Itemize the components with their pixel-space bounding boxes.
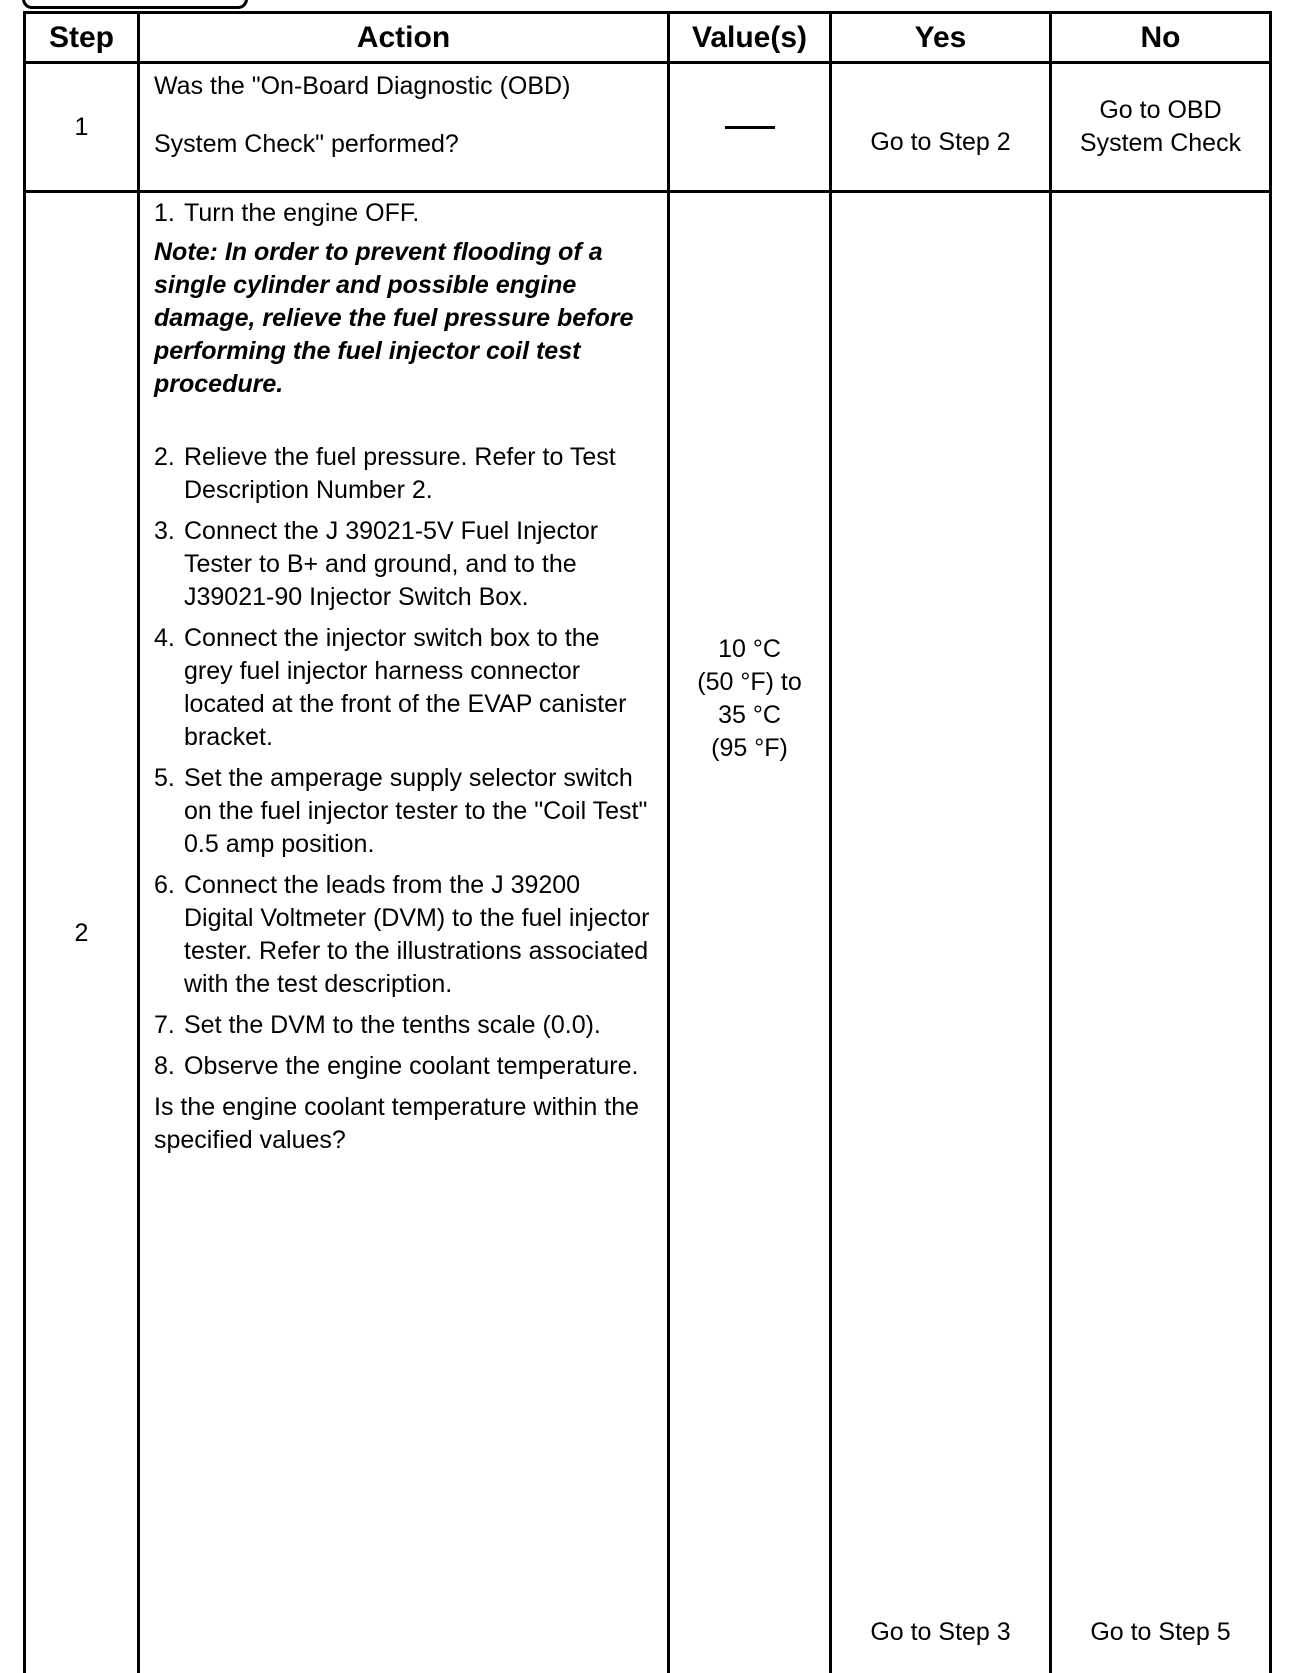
previous-section-title-fragment (22, 0, 248, 9)
list-item-text: Connect the injector switch box to the grey fuel injector harness connector located at the front of the EVAP canister bracket. (184, 624, 626, 751)
header-values: Value(s) (669, 13, 831, 63)
procedure-list (154, 197, 653, 230)
list-item (154, 441, 653, 507)
list-item (154, 762, 653, 861)
list-item-number: 7. (154, 1009, 175, 1042)
list-item-text: Relieve the fuel pressure. Refer to Test Description Number 2. (184, 443, 616, 504)
value-line: (50 °F) to (670, 666, 829, 699)
no-cell: Go to Step 5 (1051, 192, 1271, 1673)
caution-note: Note: In order to prevent flooding of a single cylinder and possible engine damage, relieve the fuel pressure before performing the fuel injector coil test procedure. (154, 236, 653, 401)
action-cell (139, 63, 669, 192)
list-item (154, 1009, 653, 1042)
procedure-list (154, 441, 653, 1083)
list-item-text: Connect the J 39021-5V Fuel Injector Tester to B+ and ground, and to the J39021-90 Injector Switch Box. (184, 517, 598, 611)
no-text-line: System Check (1052, 127, 1269, 160)
list-item (154, 515, 653, 614)
table-row-step-2 (25, 192, 1271, 1673)
action-text-line: System Check" performed? (154, 128, 653, 161)
header-action: Action (139, 13, 669, 63)
action-text-line: Was the "On-Board Diagnostic (OBD) (154, 70, 653, 103)
list-item-text: Connect the leads from the J 39200 Digital Voltmeter (DVM) to the fuel injector tester. Refer to the illustrations associated with the test description. (184, 871, 649, 998)
temperature-range (670, 633, 829, 765)
table-row-step-1 (25, 63, 1271, 192)
list-item-text: Turn the engine OFF. (184, 199, 419, 227)
value-line: 35 °C (670, 699, 829, 732)
question-text: Is the engine coolant temperature within the specified values? (154, 1091, 653, 1157)
list-item-text: Set the amperage supply selector switch on the fuel injector tester to the "Coil Test" 0.5 amp position. (184, 764, 647, 858)
no-text-line: Go to OBD (1052, 94, 1269, 127)
value-cell (669, 192, 831, 1673)
list-item (154, 1050, 653, 1083)
step-number: 2 (25, 192, 139, 1673)
step-number: 1 (25, 63, 139, 192)
list-item-number: 6. (154, 869, 175, 902)
diagnostic-table (23, 11, 1272, 1673)
value-line: 10 °C (670, 633, 829, 666)
list-item-number: 8. (154, 1050, 175, 1083)
yes-cell: Go to Step 3 (831, 192, 1051, 1673)
no-cell (1051, 63, 1271, 192)
yes-cell: Go to Step 2 (831, 63, 1051, 192)
header-step: Step (25, 13, 139, 63)
dash-value (725, 126, 775, 129)
list-item-number: 3. (154, 515, 175, 548)
list-item (154, 622, 653, 754)
header-row (25, 13, 1271, 63)
list-item-number: 4. (154, 622, 175, 655)
action-cell (139, 192, 669, 1673)
list-item-number: 2. (154, 441, 175, 474)
list-item-text: Observe the engine coolant temperature. (184, 1052, 638, 1080)
value-line: (95 °F) (670, 732, 829, 765)
value-cell (669, 63, 831, 192)
list-item-text: Set the DVM to the tenths scale (0.0). (184, 1011, 601, 1039)
header-yes: Yes (831, 13, 1051, 63)
list-item-number: 5. (154, 762, 175, 795)
header-no: No (1051, 13, 1271, 63)
list-item (154, 869, 653, 1001)
list-item: 1. Turn the engine OFF. (154, 197, 653, 230)
